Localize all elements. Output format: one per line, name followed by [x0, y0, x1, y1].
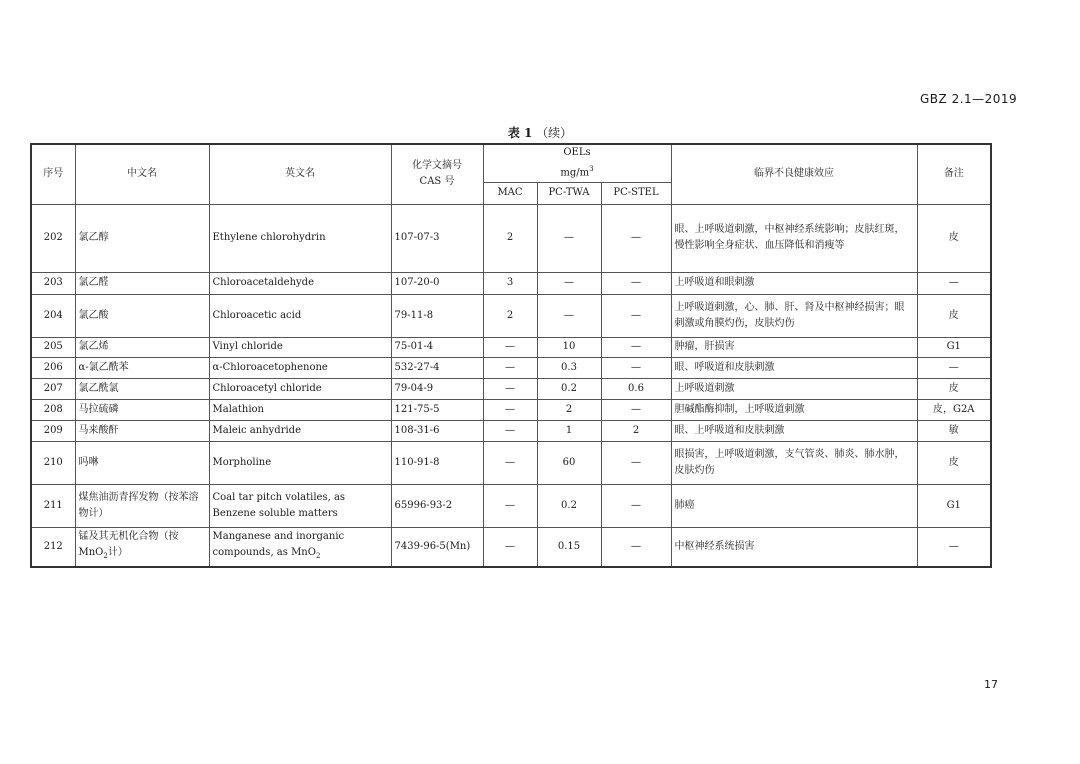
cell-no: 207 [31, 378, 75, 399]
table-row [31, 399, 991, 420]
cell-en-name: Coal tar pitch volatiles, as Benzene soluble matters [209, 484, 391, 527]
cell-mac: 2 [483, 294, 537, 337]
header-pc-stel: PC-STEL [601, 182, 671, 204]
table-row [31, 378, 991, 399]
cell-pc-stel: 0.6 [601, 378, 671, 399]
cell-cn-name: 煤焦油沥青挥发物（按苯溶物计） [75, 484, 209, 527]
cell-mac: — [483, 527, 537, 567]
cell-no: 203 [31, 272, 75, 294]
cell-mac: — [483, 337, 537, 357]
cell-effect: 肿瘤，肝损害 [671, 337, 917, 357]
cell-no: 211 [31, 484, 75, 527]
cell-effect: 胆碱酯酶抑制，上呼吸道刺激 [671, 399, 917, 420]
cell-pc-twa: 2 [537, 399, 601, 420]
cell-effect: 中枢神经系统损害 [671, 527, 917, 567]
cell-pc-stel: — [601, 294, 671, 337]
header-oels [483, 144, 671, 182]
cell-pc-stel: — [601, 204, 671, 272]
cell-mac: — [483, 378, 537, 399]
cell-remark: — [917, 272, 991, 294]
header-unit [487, 161, 668, 181]
cell-remark: 皮 [917, 378, 991, 399]
cell-cn-name: 氯乙酰氯 [75, 378, 209, 399]
cell-effect: 眼、呼吸道和皮肤刺激 [671, 357, 917, 378]
cell-cas: 532-27-4 [391, 357, 483, 378]
cell-no: 206 [31, 357, 75, 378]
table-row [31, 441, 991, 484]
cell-cn-name: 氯乙酸 [75, 294, 209, 337]
table-row [31, 357, 991, 378]
cell-pc-twa: 10 [537, 337, 601, 357]
cell-cas: 121-75-5 [391, 399, 483, 420]
cell-effect: 眼、上呼吸道刺激，中枢神经系统影响；皮肤红斑，慢性影响全身症状、血压降低和消瘦等 [671, 204, 917, 272]
cell-no: 204 [31, 294, 75, 337]
cell-mac: 2 [483, 204, 537, 272]
cell-cas: 75-01-4 [391, 337, 483, 357]
cell-no: 202 [31, 204, 75, 272]
cell-pc-stel: — [601, 399, 671, 420]
cell-en-name: α-Chloroacetophenone [209, 357, 391, 378]
table-row [31, 272, 991, 294]
cell-pc-stel: — [601, 337, 671, 357]
standard-code: GBZ 2.1—2019 [920, 92, 1018, 106]
table-row [31, 484, 991, 527]
cell-en-name-text: Manganese and inorganic compounds, as MnO [212, 531, 345, 559]
header-cas [391, 144, 483, 204]
cell-pc-twa: 0.2 [537, 378, 601, 399]
page-number: 17 [984, 678, 998, 691]
cell-cas: 108-31-6 [391, 420, 483, 441]
cell-en-name: Ethylene chlorohydrin [209, 204, 391, 272]
cell-pc-stel: — [601, 272, 671, 294]
cell-pc-twa: 0.3 [537, 357, 601, 378]
cell-cas: 79-04-9 [391, 378, 483, 399]
cell-cas: 7439-96-5(Mn) [391, 527, 483, 567]
cell-pc-stel: — [601, 527, 671, 567]
cell-remark: G1 [917, 337, 991, 357]
cell-remark: G1 [917, 484, 991, 527]
table-row [31, 527, 991, 567]
cell-pc-stel: 2 [601, 420, 671, 441]
cell-remark: 皮，G2A [917, 399, 991, 420]
cell-en-name: Malathion [209, 399, 391, 420]
cell-remark: 敏 [917, 420, 991, 441]
cell-effect: 上呼吸道刺激，心、肺、肝、肾及中枢神经损害；眼刺激或角膜灼伤，皮肤灼伤 [671, 294, 917, 337]
table-row [31, 420, 991, 441]
cell-mac: — [483, 399, 537, 420]
cell-cas: 65996-93-2 [391, 484, 483, 527]
cell-cn-name: 氯乙烯 [75, 337, 209, 357]
header-unit-base: mg/m [560, 167, 590, 179]
cell-cn-name: α-氯乙酰苯 [75, 357, 209, 378]
cell-no: 212 [31, 527, 75, 567]
cell-no: 209 [31, 420, 75, 441]
cell-en-name: Chloroacetyl chloride [209, 378, 391, 399]
header-cas-line2: CAS 号 [419, 176, 455, 188]
cell-cn-name: 马拉硫磷 [75, 399, 209, 420]
header-effect: 临界不良健康效应 [671, 144, 917, 204]
cell-en-name: Vinyl chloride [209, 337, 391, 357]
table-title-label: 表 1 [507, 126, 533, 140]
cell-effect: 眼损害，上呼吸道刺激，支气管炎、肺炎、肺水肿，皮肤灼伤 [671, 441, 917, 484]
cell-mac: — [483, 441, 537, 484]
cell-pc-twa: 60 [537, 441, 601, 484]
cell-pc-twa: — [537, 204, 601, 272]
cell-en-name: Morpholine [209, 441, 391, 484]
cell-pc-twa: 0.15 [537, 527, 601, 567]
cell-no: 208 [31, 399, 75, 420]
cell-cas: 107-07-3 [391, 204, 483, 272]
cell-remark: — [917, 357, 991, 378]
header-unit-sup: 3 [589, 165, 594, 174]
cell-pc-stel: — [601, 484, 671, 527]
cell-pc-twa: 1 [537, 420, 601, 441]
cell-cas: 79-11-8 [391, 294, 483, 337]
header-en-name: 英文名 [209, 144, 391, 204]
cell-cn-name [75, 527, 209, 567]
cell-pc-stel: — [601, 441, 671, 484]
table-row [31, 337, 991, 357]
cell-en-name [209, 527, 391, 567]
cell-effect: 上呼吸道刺激 [671, 378, 917, 399]
cell-remark: 皮 [917, 294, 991, 337]
header-oels-label: OELs [563, 147, 591, 159]
header-no: 序号 [31, 144, 75, 204]
cell-effect: 眼、上呼吸道和皮肤刺激 [671, 420, 917, 441]
cell-cn-name-sub: 2 [103, 552, 108, 561]
cell-effect: 肺癌 [671, 484, 917, 527]
cell-en-name: Chloroacetaldehyde [209, 272, 391, 294]
oel-table [30, 143, 992, 568]
cell-cn-name: 氯乙醇 [75, 204, 209, 272]
cell-cn-name: 吗啉 [75, 441, 209, 484]
cell-remark: 皮 [917, 441, 991, 484]
cell-cas: 107-20-0 [391, 272, 483, 294]
cell-pc-twa: — [537, 272, 601, 294]
cell-no: 210 [31, 441, 75, 484]
header-mac: MAC [483, 182, 537, 204]
cell-pc-twa: — [537, 294, 601, 337]
table-title-suffix: （续） [536, 126, 573, 140]
cell-mac: 3 [483, 272, 537, 294]
cell-cn-name-text: 锰及其无机化合物（按MnO [78, 531, 179, 559]
cell-mac: — [483, 420, 537, 441]
cell-cn-name-tail: 计） [107, 547, 128, 559]
cell-pc-twa: 0.2 [537, 484, 601, 527]
header-cn-name: 中文名 [75, 144, 209, 204]
cell-effect: 上呼吸道和眼刺激 [671, 272, 917, 294]
table-title [0, 124, 1080, 141]
cell-mac: — [483, 357, 537, 378]
cell-en-name: Maleic anhydride [209, 420, 391, 441]
cell-mac: — [483, 484, 537, 527]
header-pc-twa: PC-TWA [537, 182, 601, 204]
header-remark: 备注 [917, 144, 991, 204]
cell-en-name-sub: 2 [315, 552, 321, 561]
table-row [31, 204, 991, 272]
cell-pc-stel: — [601, 357, 671, 378]
cell-en-name: Chloroacetic acid [209, 294, 391, 337]
cell-remark: 皮 [917, 204, 991, 272]
cell-cn-name: 氯乙醛 [75, 272, 209, 294]
cell-cas: 110-91-8 [391, 441, 483, 484]
cell-remark: — [917, 527, 991, 567]
header-cas-line1: 化学文摘号 [412, 160, 462, 172]
cell-cn-name: 马来酸酐 [75, 420, 209, 441]
cell-no: 205 [31, 337, 75, 357]
table-row [31, 294, 991, 337]
